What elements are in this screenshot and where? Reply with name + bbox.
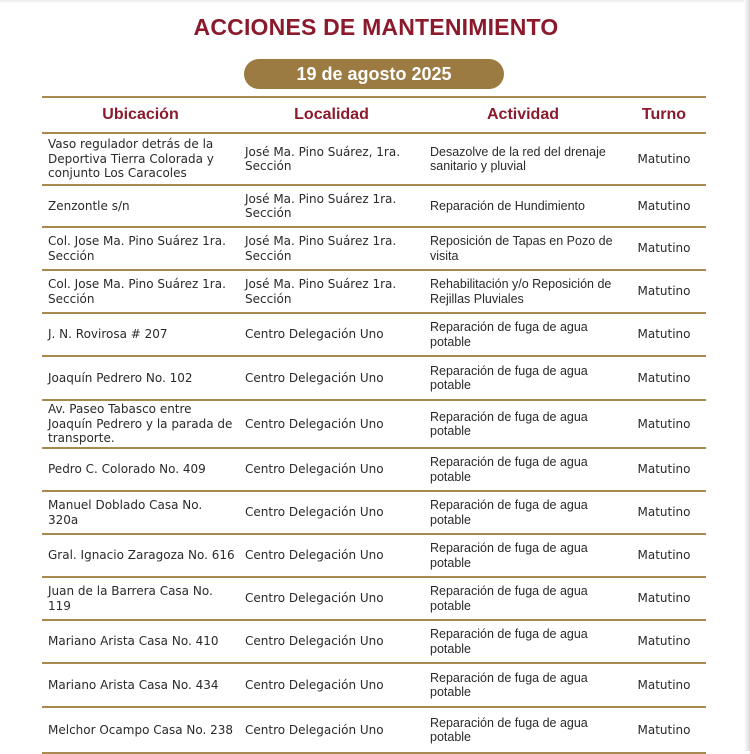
cell-turno: Matutino — [622, 356, 706, 400]
cell-turno: Matutino — [622, 400, 706, 448]
cell-actividad: Reparación de fuga de agua potable — [424, 491, 622, 534]
right-edge-shadow — [744, 0, 750, 751]
cell-localidad: José Ma. Pino Suárez 1ra. Sección — [239, 270, 424, 313]
cell-ubicacion: Melchor Ocampo Casa No. 238 — [42, 707, 239, 753]
table-row — [42, 663, 706, 707]
table-row — [42, 400, 706, 448]
cell-turno: Matutino — [622, 534, 706, 577]
cell-turno: Matutino — [622, 133, 706, 185]
table-header-row — [42, 97, 706, 133]
cell-localidad: José Ma. Pino Suárez, 1ra. Sección — [239, 133, 424, 185]
cell-actividad: Desazolve de la red del drenaje sanitario y pluvial — [424, 133, 622, 185]
cell-actividad: Reparación de Hundimiento — [424, 185, 622, 227]
cell-localidad: Centro Delegación Uno — [239, 707, 424, 753]
cell-localidad: Centro Delegación Uno — [239, 400, 424, 448]
cell-ubicacion: Zenzontle s/n — [42, 185, 239, 227]
date-badge: 19 de agosto 2025 — [244, 59, 504, 89]
column-header-actividad: Actividad — [424, 97, 622, 133]
cell-localidad: José Ma. Pino Suárez 1ra. Sección — [239, 227, 424, 270]
cell-actividad: Reparación de fuga de agua potable — [424, 663, 622, 707]
cell-turno: Matutino — [622, 448, 706, 491]
cell-localidad: Centro Delegación Uno — [239, 356, 424, 400]
table-row — [42, 313, 706, 356]
table-row — [42, 534, 706, 577]
cell-actividad: Rehabilitación y/o Reposición de Rejillas Pluviales — [424, 270, 622, 313]
cell-localidad: Centro Delegación Uno — [239, 313, 424, 356]
cell-turno: Matutino — [622, 270, 706, 313]
cell-turno: Matutino — [622, 313, 706, 356]
cell-localidad: Centro Delegación Uno — [239, 663, 424, 707]
cell-actividad: Reparación de fuga de agua potable — [424, 534, 622, 577]
table-row — [42, 620, 706, 663]
cell-actividad: Reparación de fuga de agua potable — [424, 448, 622, 491]
cell-ubicacion: Gral. Ignacio Zaragoza No. 616 — [42, 534, 239, 577]
cell-turno: Matutino — [622, 491, 706, 534]
cell-turno: Matutino — [622, 620, 706, 663]
cell-turno: Matutino — [622, 663, 706, 707]
cell-localidad: José Ma. Pino Suárez 1ra. Sección — [239, 185, 424, 227]
cell-localidad: Centro Delegación Uno — [239, 448, 424, 491]
column-header-localidad: Localidad — [239, 97, 424, 133]
cell-actividad: Reparación de fuga de agua potable — [424, 707, 622, 753]
cell-localidad: Centro Delegación Uno — [239, 491, 424, 534]
cell-actividad: Reparación de fuga de agua potable — [424, 400, 622, 448]
cell-actividad: Reparación de fuga de agua potable — [424, 620, 622, 663]
cell-ubicacion: Vaso regulador detrás de la Deportiva Tierra Colorada y conjunto Los Caracoles — [42, 133, 239, 185]
cell-turno: Matutino — [622, 577, 706, 620]
column-header-ubicacion: Ubicación — [42, 97, 239, 133]
cell-ubicacion: Joaquín Pedrero No. 102 — [42, 356, 239, 400]
top-edge-shadow — [0, 0, 750, 4]
cell-turno: Matutino — [622, 707, 706, 753]
cell-localidad: Centro Delegación Uno — [239, 534, 424, 577]
table-body — [42, 133, 706, 753]
cell-ubicacion: Manuel Doblado Casa No. 320a — [42, 491, 239, 534]
cell-actividad: Reparación de fuga de agua potable — [424, 577, 622, 620]
table-row — [42, 707, 706, 753]
cell-ubicacion: Mariano Arista Casa No. 410 — [42, 620, 239, 663]
cell-ubicacion: Av. Paseo Tabasco entre Joaquín Pedrero y la parada de transporte. — [42, 400, 239, 448]
table-row — [42, 133, 706, 185]
cell-turno: Matutino — [622, 185, 706, 227]
table-row — [42, 356, 706, 400]
cell-actividad: Reposición de Tapas en Pozo de visita — [424, 227, 622, 270]
cell-turno: Matutino — [622, 227, 706, 270]
cell-ubicacion: Mariano Arista Casa No. 434 — [42, 663, 239, 707]
cell-ubicacion: Juan de la Barrera Casa No. 119 — [42, 577, 239, 620]
table-row — [42, 185, 706, 227]
cell-ubicacion: Col. Jose Ma. Pino Suárez 1ra. Sección — [42, 270, 239, 313]
table-row — [42, 448, 706, 491]
column-header-turno: Turno — [622, 97, 706, 133]
table-row — [42, 227, 706, 270]
cell-localidad: Centro Delegación Uno — [239, 620, 424, 663]
table-row — [42, 491, 706, 534]
page-title: ACCIONES DE MANTENIMIENTO — [193, 14, 559, 40]
cell-ubicacion: Col. Jose Ma. Pino Suárez 1ra. Sección — [42, 227, 239, 270]
table-row — [42, 270, 706, 313]
cell-actividad: Reparación de fuga de agua potable — [424, 313, 622, 356]
cell-actividad: Reparación de fuga de agua potable — [424, 356, 622, 400]
maintenance-table — [42, 96, 706, 754]
cell-localidad: Centro Delegación Uno — [239, 577, 424, 620]
cell-ubicacion: Pedro C. Colorado No. 409 — [42, 448, 239, 491]
cell-ubicacion: J. N. Rovirosa # 207 — [42, 313, 239, 356]
table-row — [42, 577, 706, 620]
